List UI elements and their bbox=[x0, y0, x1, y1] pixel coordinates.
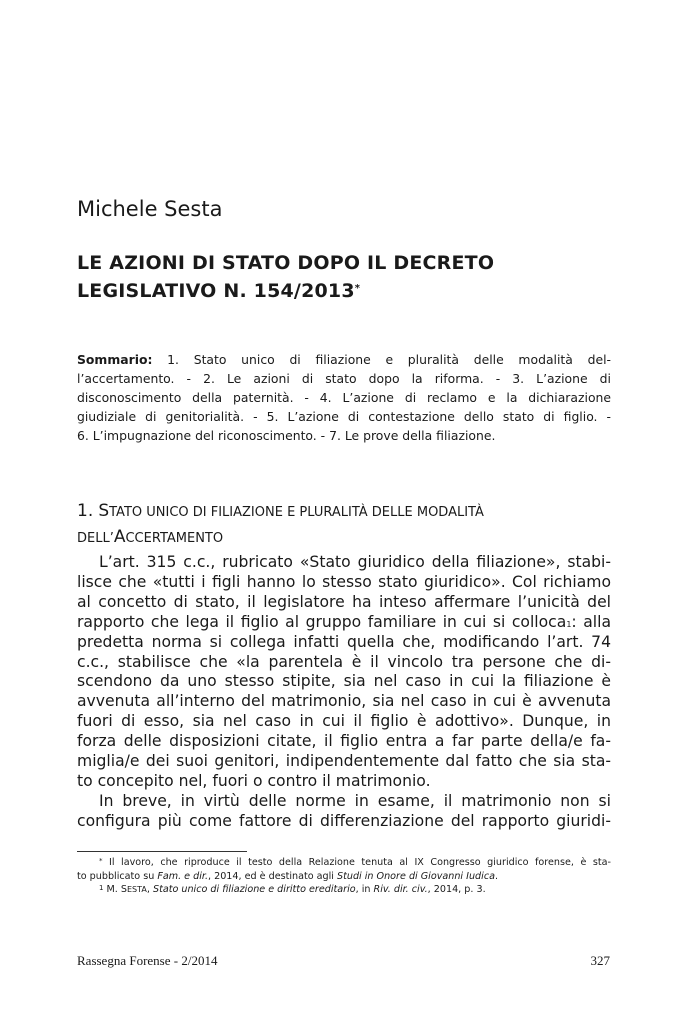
summary-line-5: 6. L’impugnazione del riconoscimento. - 7. Le prove della filiazione. bbox=[77, 428, 496, 443]
body-line-14: configura più come fattore di differenziazione del rapporto giuridi- bbox=[77, 811, 611, 830]
body-line-4-tail: : alla bbox=[571, 612, 611, 631]
section-initial-1: S bbox=[98, 501, 110, 521]
footnote-star-text-2e: . bbox=[494, 870, 499, 882]
summary-block bbox=[77, 350, 611, 445]
body-line-8: avvenuta all’interno del matrimonio, sia nel caso in cui è avvenuta bbox=[77, 692, 611, 711]
footnote-1 bbox=[77, 883, 611, 897]
footnote-1-tail: , 2014, p. 3. bbox=[427, 884, 486, 895]
body-line-4 bbox=[77, 613, 611, 633]
footnote-star-journal: Fam. e dir. bbox=[157, 870, 208, 882]
footnote-1-author-initial: M. S bbox=[106, 884, 127, 895]
body-line-7: scendono da uno stesso stipite, sia nel caso in cui la filiazione è bbox=[77, 672, 611, 691]
body-text bbox=[77, 553, 611, 832]
footnotes bbox=[77, 856, 611, 897]
footnote-star-studi: Studi in Onore di Giovanni Iudica bbox=[337, 870, 495, 882]
footnote-1-marker: 1 bbox=[99, 884, 104, 892]
title-line-2 bbox=[77, 277, 617, 305]
body-line-2: lisce che «tutti i figli hanno lo stesso stato giuridico». Col richiamo bbox=[77, 572, 611, 591]
body-line-12: to concepito nel, fuori o contro il matrimonio. bbox=[77, 771, 431, 790]
section-heading-line-2 bbox=[77, 525, 617, 551]
summary-line-4: giudiziale di genitorialità. - 5. L’azione di contestazione dello stato di figlio. - bbox=[77, 409, 611, 424]
title-line-2-text: LEGISLATIVO N. 154/2013 bbox=[77, 280, 355, 302]
summary-line-3: disconoscimento della paternità. - 4. L’azione di reclamo e la dichiarazione bbox=[77, 390, 611, 405]
author-name: Michele Sesta bbox=[77, 197, 223, 221]
footnote-1-sep: , bbox=[146, 884, 153, 895]
body-line-3: al concetto di stato, il legislatore ha inteso affermare l’unicità del bbox=[77, 592, 611, 611]
section-text-1: TATO UNICO DI FILIAZIONE E PLURALITÀ DELLE MODALITÀ bbox=[109, 505, 484, 520]
section-heading-line-1 bbox=[77, 499, 617, 525]
summary-line-1 bbox=[77, 350, 611, 369]
footnote-divider bbox=[77, 851, 247, 852]
body-line-1: L’art. 315 c.c., rubricato «Stato giuridico della filiazione», stabi- bbox=[99, 553, 611, 571]
footnote-ref-1[interactable]: 1 bbox=[566, 619, 572, 629]
footnote-star-line-2 bbox=[77, 870, 611, 884]
footnote-star-text-2a: to pubblicato su bbox=[77, 870, 158, 882]
section-number: 1. bbox=[77, 501, 94, 521]
footnote-star-marker: * bbox=[99, 857, 103, 865]
article-title bbox=[77, 249, 617, 305]
body-line-6: c.c., stabilisce che «la parentela è il vincolo tra persone che di- bbox=[77, 652, 611, 671]
footnote-1-author-sc: ESTA bbox=[127, 885, 147, 894]
summary-label: Sommario: bbox=[77, 352, 153, 367]
body-line-4-text: rapporto che lega il figlio al gruppo familiare in cui si colloca bbox=[77, 612, 567, 631]
summary-line-2: l’accertamento. - 2. Le azioni di stato dopo la riforma. - 3. L’azione di bbox=[77, 371, 611, 386]
section-text-2a: DELL’ bbox=[77, 531, 114, 546]
footnote-star-text-2c: , 2014, ed è destinato agli bbox=[208, 870, 338, 882]
page-number: 327 bbox=[590, 953, 610, 968]
title-line-1: LE AZIONI DI STATO DOPO IL DECRETO bbox=[77, 252, 495, 274]
body-line-10: forza delle disposizioni citate, il figlio entra a far parte della/e fa- bbox=[77, 732, 611, 751]
section-text-2b: CCERTAMENTO bbox=[125, 531, 224, 546]
footnote-1-journal: Riv. dir. civ. bbox=[373, 884, 428, 895]
section-initial-2: A bbox=[113, 527, 126, 547]
footnote-star-line-1 bbox=[77, 856, 611, 870]
body-line-13: In breve, in virtù delle norme in esame, il matrimonio non si bbox=[99, 791, 611, 810]
footnote-1-work-title: Stato unico di filiazione e diritto ereditario bbox=[152, 884, 356, 895]
journal-footer: Rassegna Forense - 2/2014 bbox=[77, 953, 218, 968]
body-line-11: miglia/e dei suoi genitori, indipendentemente dal fatto che sia sta- bbox=[77, 752, 611, 771]
footnote-1-in: , in bbox=[355, 884, 374, 895]
body-line-5: predetta norma si collega infatti quella che, modificando l’art. 74 bbox=[77, 632, 611, 651]
section-heading bbox=[77, 499, 617, 551]
summary-text-1: 1. Stato unico di filiazione e pluralità delle modalità del- bbox=[167, 352, 611, 367]
title-footnote-marker[interactable]: * bbox=[354, 283, 361, 294]
footnote-star-text-1: Il lavoro, che riproduce il testo della Relazione tenuta al IX Congresso giuridico forense, è sta- bbox=[109, 857, 611, 868]
body-line-9: fuori di esso, sia nel caso in cui il figlio è adottivo». Dunque, in bbox=[77, 712, 611, 731]
